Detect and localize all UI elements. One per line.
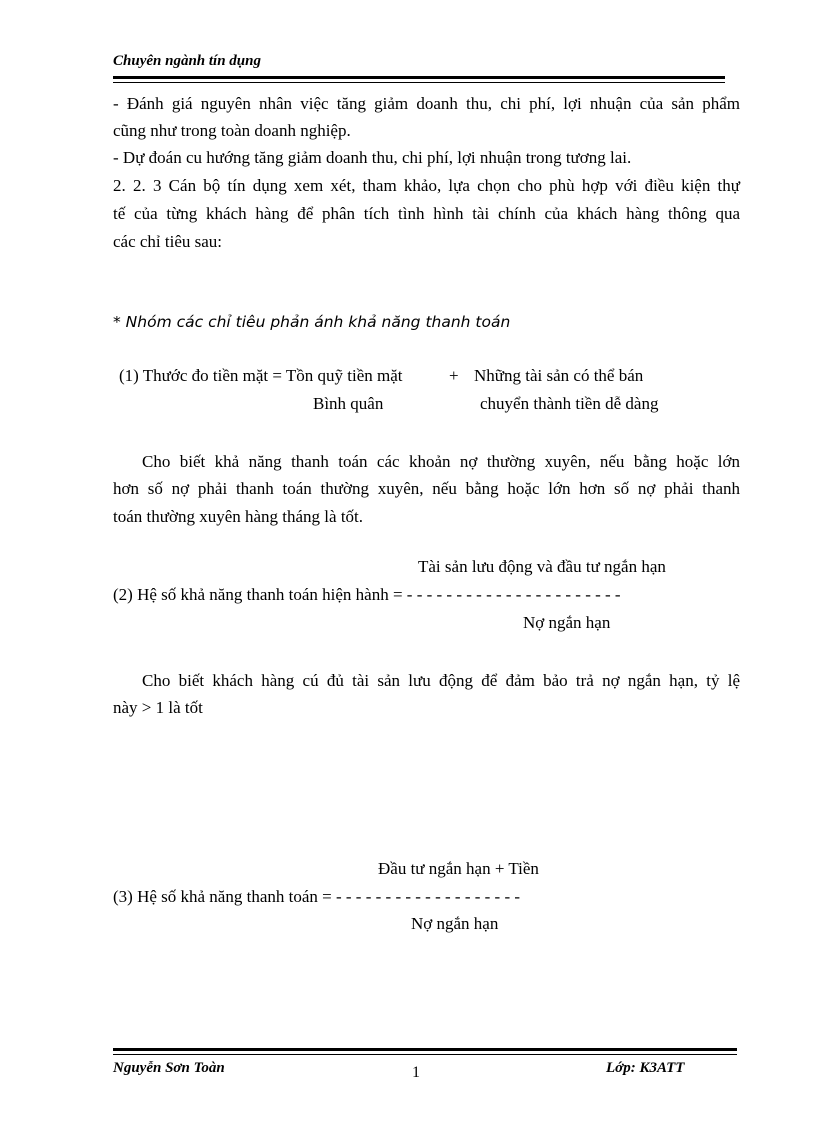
footer-class: Lớp: K3ATT (606, 1060, 685, 1076)
formula1-right: Những tài sản có thể bán (474, 366, 644, 385)
body-line-5: tế của từng khách hàng để phân tích tình hình tài chính của khách hàng thông qua (113, 204, 740, 223)
page-number: 1 (412, 1064, 420, 1081)
explain2-line-2: này > 1 là tốt (113, 698, 203, 717)
body-line-1: - Đánh giá nguyên nhân việc tăng giảm doanh thu, chi phí, lợi nhuận của sản phẩm (113, 94, 740, 113)
formula1-left: (1) Thước đo tiền mặt = Tồn quỹ tiền mặt (119, 366, 403, 385)
formula1-left-sub: Bình quân (313, 394, 384, 413)
body-line-3: - Dự đoán cu hướng tăng giảm doanh thu, chi phí, lợi nhuận trong tương lai. (113, 148, 632, 167)
body-line-6: các chỉ tiêu sau: (113, 232, 223, 251)
formula2-denominator: Nợ ngắn hạn (523, 613, 611, 632)
formula2-label: (2) Hệ số khả năng thanh toán hiện hành = - - - - - - - - - - - - - - - - - - - - - - (113, 585, 621, 604)
explain2-line-1: Cho biết khách hàng cú đủ tài sản lưu động để đảm bảo trả nợ ngắn hạn, tỷ lệ (142, 671, 740, 690)
explain1-line-3: toán thường xuyên hàng tháng là tốt. (113, 507, 364, 526)
footer-author: Nguyễn Sơn Toàn (113, 1060, 225, 1076)
formula2-numerator: Tài sản lưu động và đầu tư ngắn hạn (418, 557, 666, 576)
header-title: Chuyên ngành tín dụng (113, 53, 261, 69)
footer-rule-thick (113, 1048, 737, 1051)
formula1-plus: + (449, 366, 459, 385)
explain1-line-2: hơn số nợ phải thanh toán thường xuyên, nếu bằng hoặc lớn hơn số nợ phải thanh (113, 479, 740, 498)
body-line-2: cũng như trong toàn doanh nghiệp. (113, 121, 351, 140)
body-line-4: 2. 2. 3 Cán bộ tín dụng xem xét, tham khảo, lựa chọn cho phù hợp với điều kiện thự (113, 176, 740, 195)
formula3-label: (3) Hệ số khả năng thanh toán = - - - - - - - - - - - - - - - - - - - (113, 887, 521, 906)
formula3-denominator: Nợ ngắn hạn (411, 914, 499, 933)
header-rule-thick (113, 76, 725, 79)
explain1-line-1: Cho biết khả năng thanh toán các khoản nợ thường xuyên, nếu bằng hoặc lớn (142, 452, 740, 471)
formula1-right-sub: chuyển thành tiền dễ dàng (480, 394, 659, 413)
formula3-numerator: Đầu tư ngắn hạn + Tiền (378, 859, 539, 878)
footer-rule-thin (113, 1054, 737, 1055)
section-heading: * Nhóm các chỉ tiêu phản ánh khả năng thanh toán (113, 313, 511, 331)
header-rule-thin (113, 82, 725, 83)
